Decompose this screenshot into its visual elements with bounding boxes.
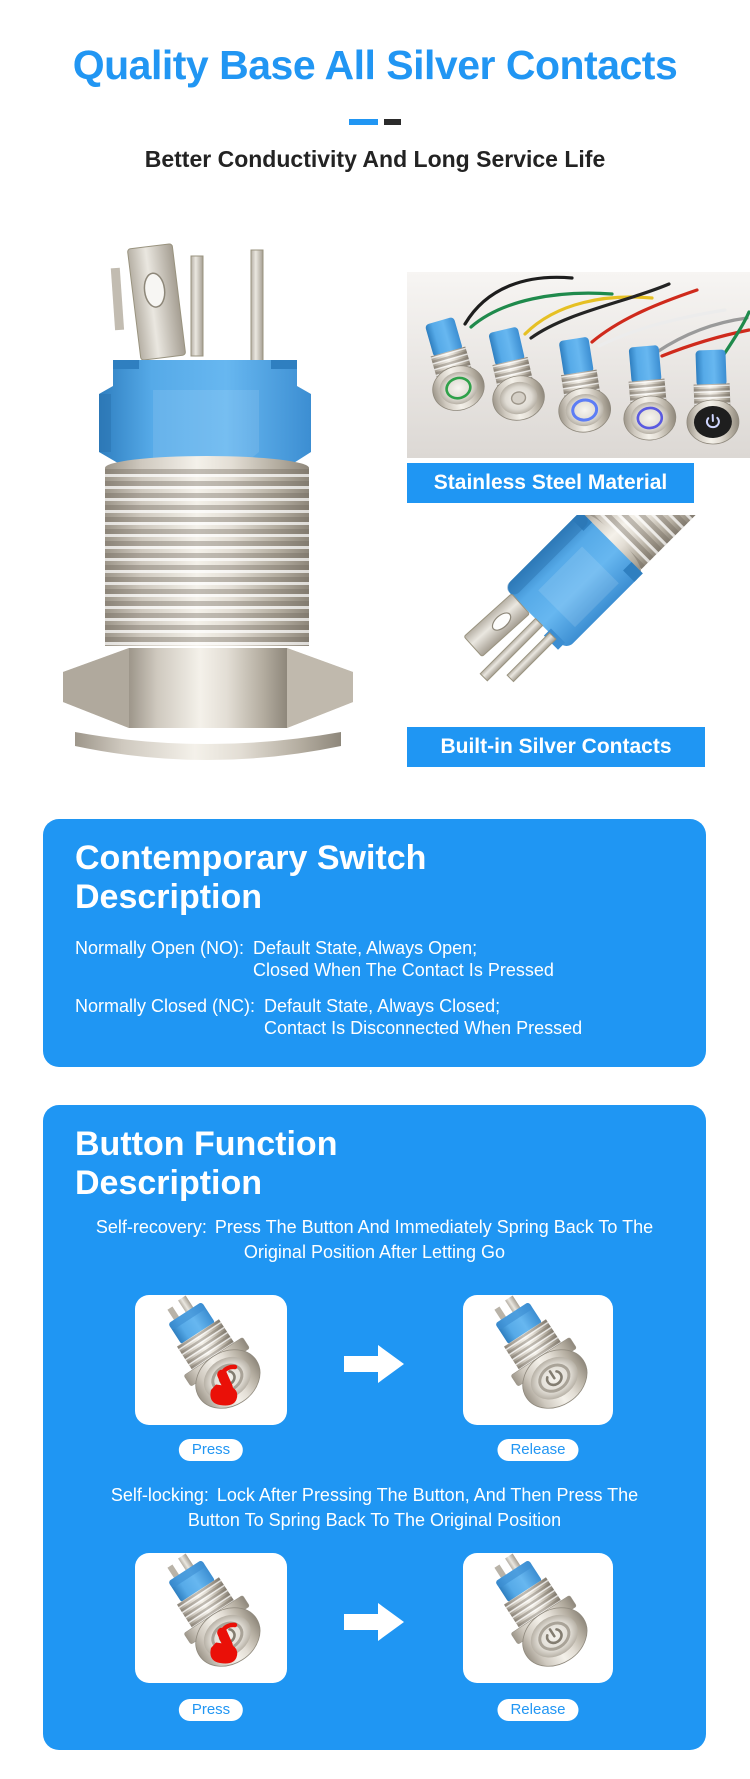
contacts-banner-label: Built-in Silver Contacts	[440, 735, 672, 758]
arrow-right-icon	[344, 1343, 406, 1385]
divider-dash-blue	[349, 119, 378, 125]
title-divider	[0, 119, 750, 125]
self-locking-text: Self-locking: Lock After Pressing The Button, And Then Press The Button To Spring Back To The Original Position	[110, 1485, 639, 1530]
contacts-banner	[407, 727, 705, 767]
release-demo-card	[463, 1553, 613, 1683]
normally-closed-entry	[75, 995, 582, 1039]
switch-description-title	[75, 839, 426, 917]
press-demo-card	[135, 1553, 287, 1683]
wired-switches-photo	[407, 272, 750, 458]
button-function-title	[75, 1125, 337, 1203]
stainless-banner-label: Stainless Steel Material	[433, 471, 668, 494]
self-recovery-text: Self-recovery: Press The Button And Immediately Spring Back To The Original Position After Letting Go	[95, 1217, 654, 1262]
released-switch-icon	[463, 1553, 613, 1683]
switch-illustration	[35, 240, 365, 772]
normally-open-label: Normally Open (NO):	[75, 938, 245, 958]
normally-open-text: Default State, Always Open; Closed When The Contact Is Pressed	[253, 938, 554, 980]
pressed-switch-icon	[135, 1295, 287, 1425]
button-function-title-line2: Description	[75, 1164, 263, 1202]
wired-switches-illustration	[407, 272, 750, 458]
divider-dash-dark	[384, 119, 401, 125]
released-switch-icon	[463, 1295, 613, 1425]
release-demo-card	[463, 1295, 613, 1425]
press-badge: Press	[179, 1439, 243, 1461]
press-badge: Press	[179, 1699, 243, 1721]
page-title: Quality Base All Silver Contacts	[72, 42, 678, 88]
release-badge: Release	[497, 1699, 578, 1721]
closeup-illustration	[425, 515, 750, 723]
stainless-banner	[407, 463, 694, 503]
normally-closed-text: Default State, Always Closed; Contact Is Disconnected When Pressed	[264, 996, 583, 1038]
pressed-switch-icon	[135, 1553, 287, 1683]
switch-description-title-line1: Contemporary Switch	[75, 839, 427, 877]
button-function-title-line1: Button Function	[75, 1125, 338, 1163]
self-recovery-label: Self-recovery:	[95, 1217, 207, 1237]
normally-open-entry	[75, 937, 554, 981]
arrow-right-icon	[344, 1601, 406, 1643]
contacts-closeup-photo	[425, 515, 750, 723]
self-locking-label: Self-locking:	[110, 1485, 209, 1505]
main-switch-photo	[35, 240, 365, 772]
press-demo-card	[135, 1295, 287, 1425]
page-subtitle: Better Conductivity And Long Service Life	[144, 146, 606, 172]
button-function-box	[43, 1105, 706, 1750]
release-badge: Release	[497, 1439, 578, 1461]
normally-closed-label: Normally Closed (NC):	[75, 996, 256, 1016]
switch-description-box	[43, 819, 706, 1067]
switch-description-title-line2: Description	[75, 878, 263, 916]
